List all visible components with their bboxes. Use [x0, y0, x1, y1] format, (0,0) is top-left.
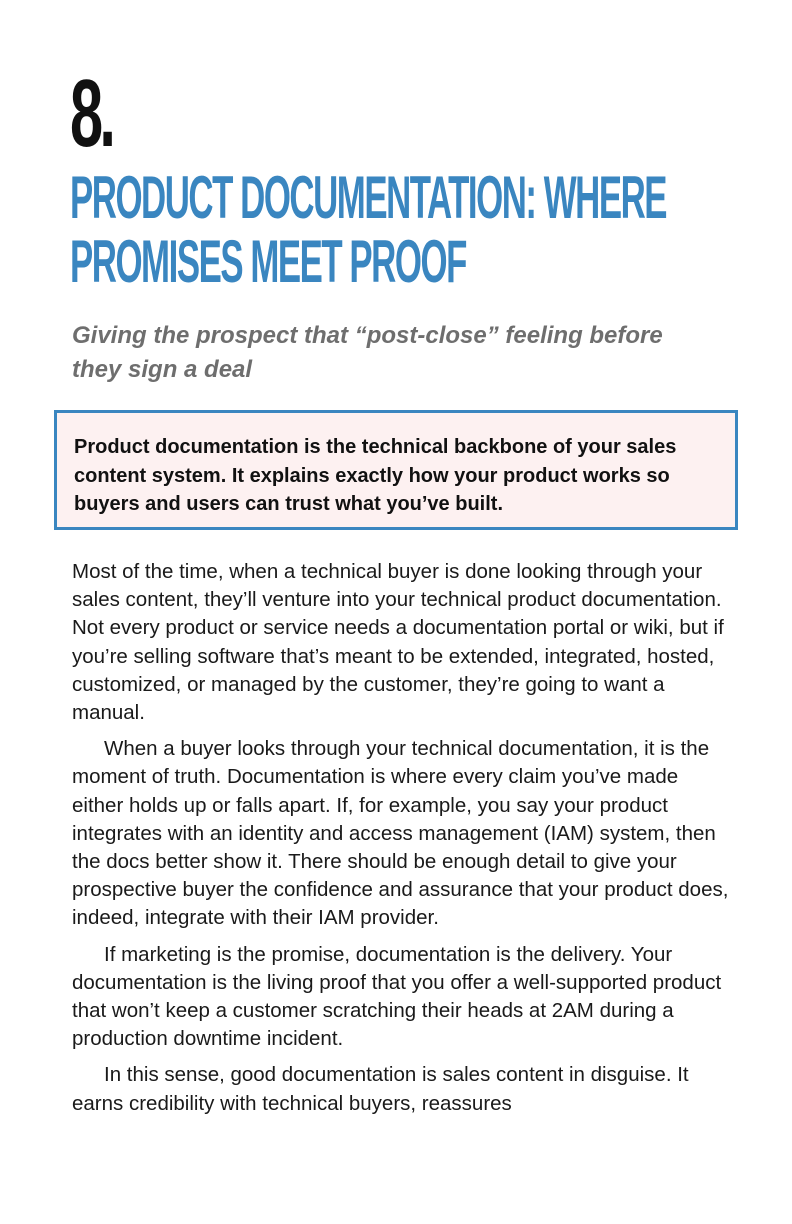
body-paragraph: If marketing is the promise, documentation is the delivery. Your documentation is the living proof that you offer a well-supported product that won’t keep a customer scratching their heads at 2AM during a production downtime incident. — [72, 942, 722, 1051]
body-text — [72, 558, 732, 1126]
chapter-title: PRODUCT DOCUMENTATION: WHERE PROMISES MEET PROOF — [70, 164, 667, 295]
body-paragraph: Most of the time, when a technical buyer is done looking through your sales content, they’ll venture into your technical product documentation. Not every product or service needs a documentation portal or wiki, but if you’re selling software that’s meant to be extended, integrated, hosted, customized, or managed by the customer, they’re going to want a manual. — [72, 560, 724, 725]
summary-callout-box — [54, 410, 738, 530]
body-paragraph: In this sense, good documentation is sales content in disguise. It earns credibility with technical buyers, reassures — [72, 1063, 689, 1115]
chapter-subtitle: Giving the prospect that “post-close” feeling before they sign a deal — [72, 322, 663, 383]
body-paragraph: When a buyer looks through your technical documentation, it is the moment of truth. Documentation is where every claim you’ve made either holds up or falls apart. If, for example, you say your product integrates with an identity and access management (IAM) system, then the docs better show it. There should be enough detail to give your prospective buyer the confidence and assurance that your product does, indeed, integrate with their IAM provider. — [72, 737, 729, 930]
chapter-number: 8. — [70, 60, 113, 167]
summary-callout-text: Product documentation is the technical backbone of your sales content system. It explains exactly how your product works so buyers and users can trust what you’ve built. — [74, 436, 677, 515]
